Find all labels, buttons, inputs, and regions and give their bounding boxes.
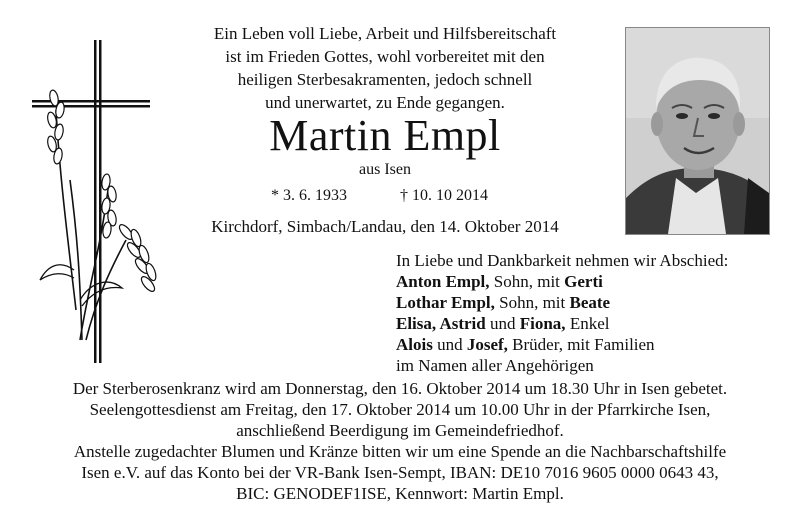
notice-line: Seelengottesdienst am Freitag, den 17. Oktober 2014 um 10.00 Uhr in der Pfarrkirche Isen, (89, 400, 711, 419)
death-date: † 10. 10 2014 (400, 187, 488, 204)
place-and-date: Kirchdorf, Simbach/Landau, den 14. Oktober 2014 (211, 217, 559, 236)
funeral-notice (10, 378, 790, 504)
poem-line: heiligen Sterbesakramenten, jedoch schnell (237, 70, 533, 89)
mourner-line (396, 271, 791, 292)
mourner-connector: und (432, 335, 467, 354)
mourners-block (396, 250, 791, 376)
poem-line: und unerwartet, zu Ende gegangen. (265, 93, 505, 112)
mourner-name: Fiona, (519, 314, 566, 333)
notice-line: Anstelle zugedachter Blumen und Kränze bitten wir um eine Spende an die Nachbarschaftshilfe (73, 442, 727, 461)
poem-line: ist im Frieden Gottes, wohl vorbereitet mit den (225, 47, 545, 66)
mourner-relation: Brüder, mit Familien (507, 335, 655, 354)
mourner-name: Lothar Empl, (396, 293, 495, 312)
mourner-name: Alois (396, 335, 433, 354)
mourner-line (396, 292, 791, 313)
notice-line: BIC: GENODEF1ISE, Kennwort: Martin Empl. (236, 484, 564, 503)
birth-date: * 3. 6. 1933 (271, 187, 347, 204)
notice-line: anschließend Beerdigung im Gemeindefriedhof. (236, 421, 564, 440)
mourner-line (396, 313, 791, 334)
mourner-connector: und (485, 314, 520, 333)
deceased-origin: aus Isen (359, 161, 411, 178)
memorial-poem (185, 22, 585, 114)
portrait-photo (625, 27, 770, 235)
mourner-partner: Gerti (564, 272, 603, 291)
cross-with-wheat-icon (30, 40, 170, 370)
mourner-name: Anton Empl, (396, 272, 490, 291)
deceased-name: Martin Empl (269, 111, 501, 160)
notice-line: Isen e.V. auf das Konto bei der VR-Bank Isen-Sempt, IBAN: DE10 7016 9605 0000 0643 43, (81, 463, 719, 482)
mourner-name: Elisa, Astrid (396, 314, 486, 333)
mourner-line (396, 334, 791, 355)
notice-line: Der Sterberosenkranz wird am Donnerstag, den 16. Oktober 2014 um 18.30 Uhr in Isen gebetet. (72, 379, 728, 398)
mourner-relation: Enkel (565, 314, 610, 333)
poem-line: Ein Leben voll Liebe, Arbeit und Hilfsbereitschaft (213, 24, 557, 43)
mourner-relation: Sohn, mit (494, 293, 570, 312)
mourner-partner: Beate (569, 293, 611, 312)
mourners-closing: im Namen aller Angehörigen (396, 356, 594, 375)
mourner-relation: Sohn, mit (489, 272, 565, 291)
portrait-illustration (626, 28, 769, 234)
mourners-intro: In Liebe und Dankbarkeit nehmen wir Abschied: (396, 251, 729, 270)
mourner-name: Josef, (466, 335, 508, 354)
